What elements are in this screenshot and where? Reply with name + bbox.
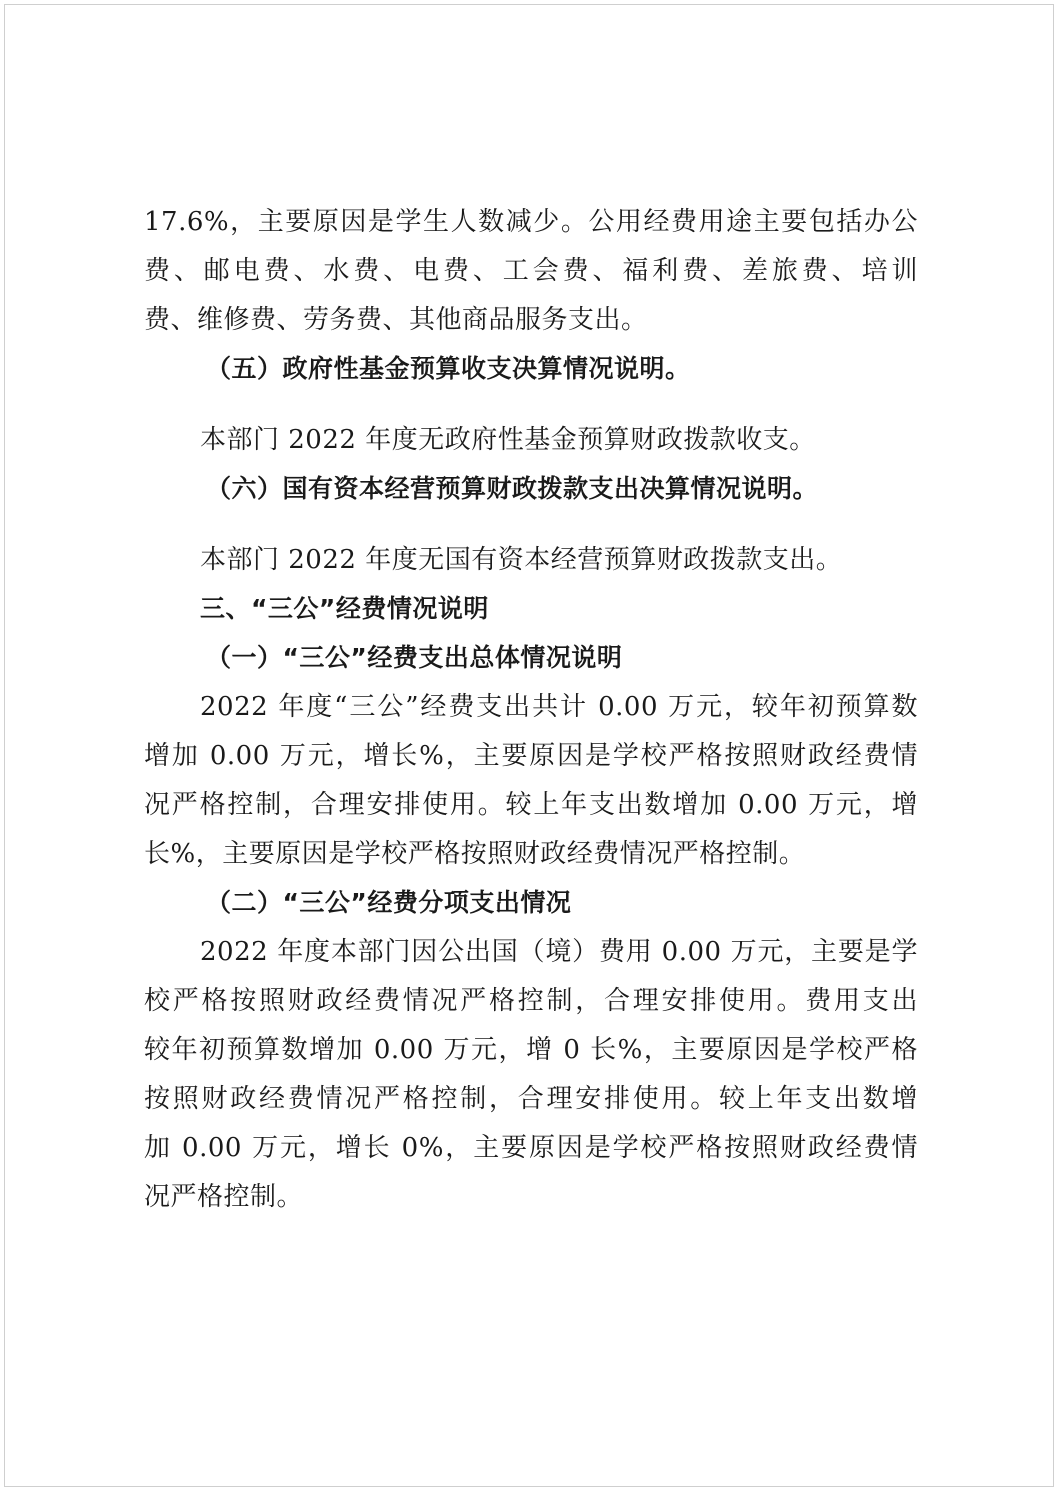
paragraph-line: 况严格控制。 (144, 1182, 304, 1212)
section-heading-six: （六）国有资本经营预算财政拨款支出决算情况说明。 (206, 474, 819, 503)
paragraph-line: 况严格控制，合理安排使用。较上年支出数增加 0.00 万元，增 (144, 790, 918, 820)
paragraph-line: 费、邮电费、水费、电费、工会费、福利费、差旅费、培训 (144, 256, 918, 286)
paragraph-line: 费、维修费、劳务费、其他商品服务支出。 (144, 305, 648, 335)
paragraph-line: 校严格按照财政经费情况严格控制，合理安排使用。费用支出 (144, 986, 918, 1016)
paragraph-line: 长%，主要原因是学校严格按照财政经费情况严格控制。 (144, 839, 806, 869)
paragraph-line: 按照财政经费情况严格控制，合理安排使用。较上年支出数增 (144, 1084, 918, 1114)
paragraph-line: 增加 0.00 万元，增长%，主要原因是学校严格按照财政经费情 (144, 741, 918, 771)
section-heading-five: （五）政府性基金预算收支决算情况说明。 (206, 354, 691, 383)
paragraph-line: 本部门 2022 年度无政府性基金预算财政拨款收支。 (200, 425, 816, 455)
subsection-heading-one: （一）“三公”经费支出总体情况说明 (206, 643, 623, 672)
paragraph-line: 本部门 2022 年度无国有资本经营预算财政拨款支出。 (200, 545, 843, 575)
paragraph-line: 17.6%，主要原因是学生人数减少。公用经费用途主要包括办公 (144, 207, 918, 237)
paragraph-line: 加 0.00 万元，增长 0%，主要原因是学校严格按照财政经费情 (144, 1133, 918, 1163)
paragraph-line: 较年初预算数增加 0.00 万元，增 0 长%，主要原因是学校严格 (144, 1035, 918, 1065)
paragraph-line: 2022 年度本部门因公出国（境）费用 0.00 万元，主要是学 (200, 937, 918, 967)
paragraph-line: 2022 年度“三公”经费支出共计 0.00 万元，较年初预算数 (200, 692, 918, 722)
chapter-heading-three: 三、“三公”经费情况说明 (200, 594, 489, 623)
document-body (144, 200, 918, 1224)
subsection-heading-two: （二）“三公”经费分项支出情况 (206, 888, 572, 917)
